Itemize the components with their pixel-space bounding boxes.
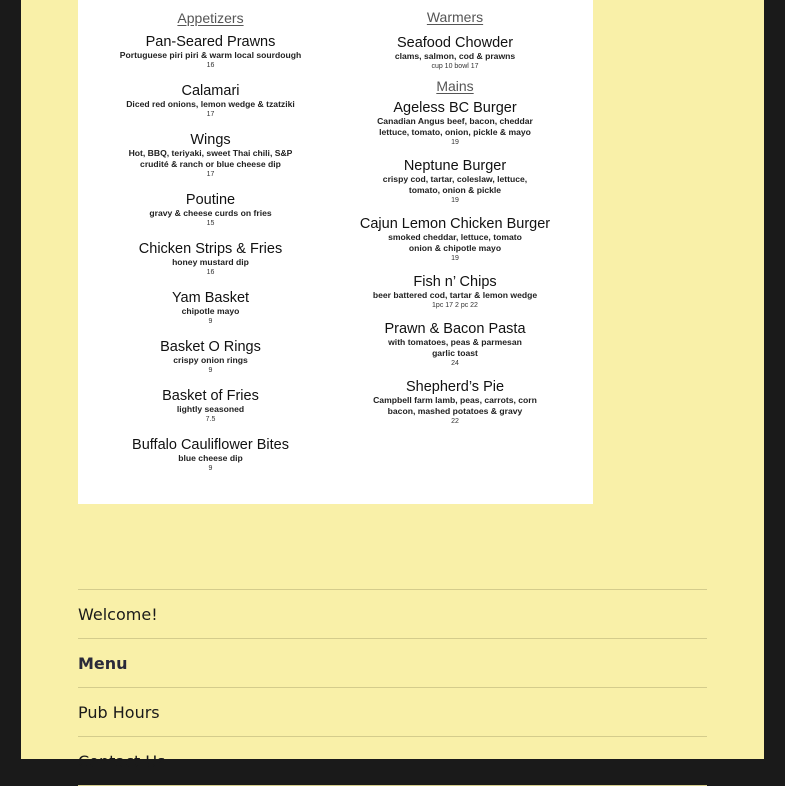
menu-item-price: 19 — [451, 255, 459, 262]
menu-item-price: 19 — [451, 197, 459, 204]
menu-item-description: clams, salmon, cod & prawns — [394, 51, 516, 61]
menu-image — [78, 0, 593, 504]
appetizers-column — [78, 0, 343, 474]
main-navigation — [78, 589, 707, 786]
menu-item — [335, 321, 575, 369]
menu-item — [78, 83, 343, 120]
menu-item-description: Canadian Angus beef, bacon, cheddar — [377, 116, 533, 126]
menu-item-name: Basket O Rings — [160, 339, 261, 355]
menu-item — [78, 192, 343, 229]
menu-item-name: Chicken Strips & Fries — [138, 241, 283, 257]
nav-item-contact-us[interactable]: Contact Us — [78, 737, 707, 786]
menu-item-price: 9 — [208, 367, 213, 374]
menu-item-description: tomato, onion & pickle — [408, 185, 502, 195]
menu-item-name: Pan-Seared Prawns — [145, 34, 276, 50]
menu-item-name: Basket of Fries — [162, 388, 259, 404]
warmers-heading: Warmers — [426, 9, 484, 25]
menu-item-description: lettuce, tomato, onion, pickle & mayo — [379, 127, 531, 137]
page-content — [21, 0, 764, 771]
menu-item-price: 17 — [206, 171, 215, 178]
menu-item-description: Portuguese piri piri & warm local sourdough — [119, 50, 302, 60]
mains-list — [335, 100, 575, 427]
menu-item-price: 15 — [206, 220, 215, 227]
menu-item-description: gravy & cheese curds on fries — [149, 208, 272, 218]
menu-item-price: 7.5 — [205, 416, 216, 423]
menu-item-price: 19 — [451, 139, 459, 146]
menu-item-price: 1pc 17 2 pc 22 — [432, 302, 478, 309]
warmers-mains-column — [335, 0, 575, 427]
warmers-list — [335, 35, 575, 72]
nav-item-menu[interactable]: Menu — [78, 639, 707, 688]
menu-item-name: Fish n’ Chips — [413, 274, 497, 290]
menu-item-name: Yam Basket — [171, 290, 250, 306]
menu-item-description: with tomatoes, peas & parmesan — [388, 337, 522, 347]
menu-item-description: Hot, BBQ, teriyaki, sweet Thai chili, S&P — [128, 148, 293, 158]
menu-item-description: Campbell farm lamb, peas, carrots, corn — [373, 395, 537, 405]
menu-item-price: cup 10 bowl 17 — [431, 63, 479, 70]
menu-item-name: Buffalo Cauliflower Bites — [132, 437, 289, 453]
menu-item-name: Ageless BC Burger — [393, 100, 517, 116]
menu-item-description: blue cheese dip — [178, 453, 243, 463]
menu-item — [335, 158, 575, 206]
menu-item-price: 16 — [206, 269, 215, 276]
menu-item-name: Prawn & Bacon Pasta — [384, 321, 526, 337]
menu-item-description: crudité & ranch or blue cheese dip — [140, 159, 281, 169]
menu-item — [78, 132, 343, 180]
mains-heading: Mains — [436, 78, 474, 94]
menu-item-description: onion & chipotle mayo — [408, 243, 502, 253]
menu-item — [78, 290, 343, 327]
menu-item-price: 22 — [451, 418, 459, 425]
menu-item — [335, 216, 575, 264]
menu-item — [335, 379, 575, 427]
menu-item-description: honey mustard dip — [172, 257, 249, 267]
menu-item-description: Diced red onions, lemon wedge & tzatziki — [126, 99, 295, 109]
menu-item — [78, 339, 343, 376]
menu-item-description: garlic toast — [432, 348, 478, 358]
appetizers-list — [78, 34, 343, 474]
nav-item-pub-hours[interactable]: Pub Hours — [78, 688, 707, 737]
menu-item — [78, 388, 343, 425]
menu-item-description: crispy onion rings — [173, 355, 248, 365]
menu-item-name: Cajun Lemon Chicken Burger — [359, 216, 551, 232]
menu-item-name: Calamari — [181, 83, 240, 99]
menu-item-name: Wings — [190, 132, 231, 148]
menu-item-description: bacon, mashed potatoes & gravy — [387, 406, 523, 416]
menu-item-price: 24 — [451, 360, 459, 367]
menu-item — [78, 241, 343, 278]
menu-item-name: Shepherd’s Pie — [405, 379, 505, 395]
menu-item-name: Neptune Burger — [403, 158, 507, 174]
nav-item-welcome[interactable]: Welcome! — [78, 590, 707, 639]
menu-item-name: Poutine — [185, 192, 236, 208]
menu-item-description: lightly seasoned — [176, 404, 245, 414]
menu-item — [78, 437, 343, 474]
menu-item-description: crispy cod, tartar, coleslaw, lettuce, — [382, 174, 528, 184]
menu-item-description: chipotle mayo — [181, 306, 240, 316]
menu-item — [335, 35, 575, 72]
menu-item-price: 16 — [206, 62, 215, 69]
appetizers-heading: Appetizers — [177, 10, 244, 26]
menu-item-description: smoked cheddar, lettuce, tomato — [388, 232, 522, 242]
menu-item-name: Seafood Chowder — [396, 35, 514, 51]
menu-item — [335, 274, 575, 311]
menu-item-price: 17 — [206, 111, 215, 118]
menu-item-description: beer battered cod, tartar & lemon wedge — [372, 290, 538, 300]
menu-item — [78, 34, 343, 71]
menu-item-price: 9 — [208, 465, 213, 472]
menu-item-price: 9 — [208, 318, 213, 325]
menu-item — [335, 100, 575, 148]
